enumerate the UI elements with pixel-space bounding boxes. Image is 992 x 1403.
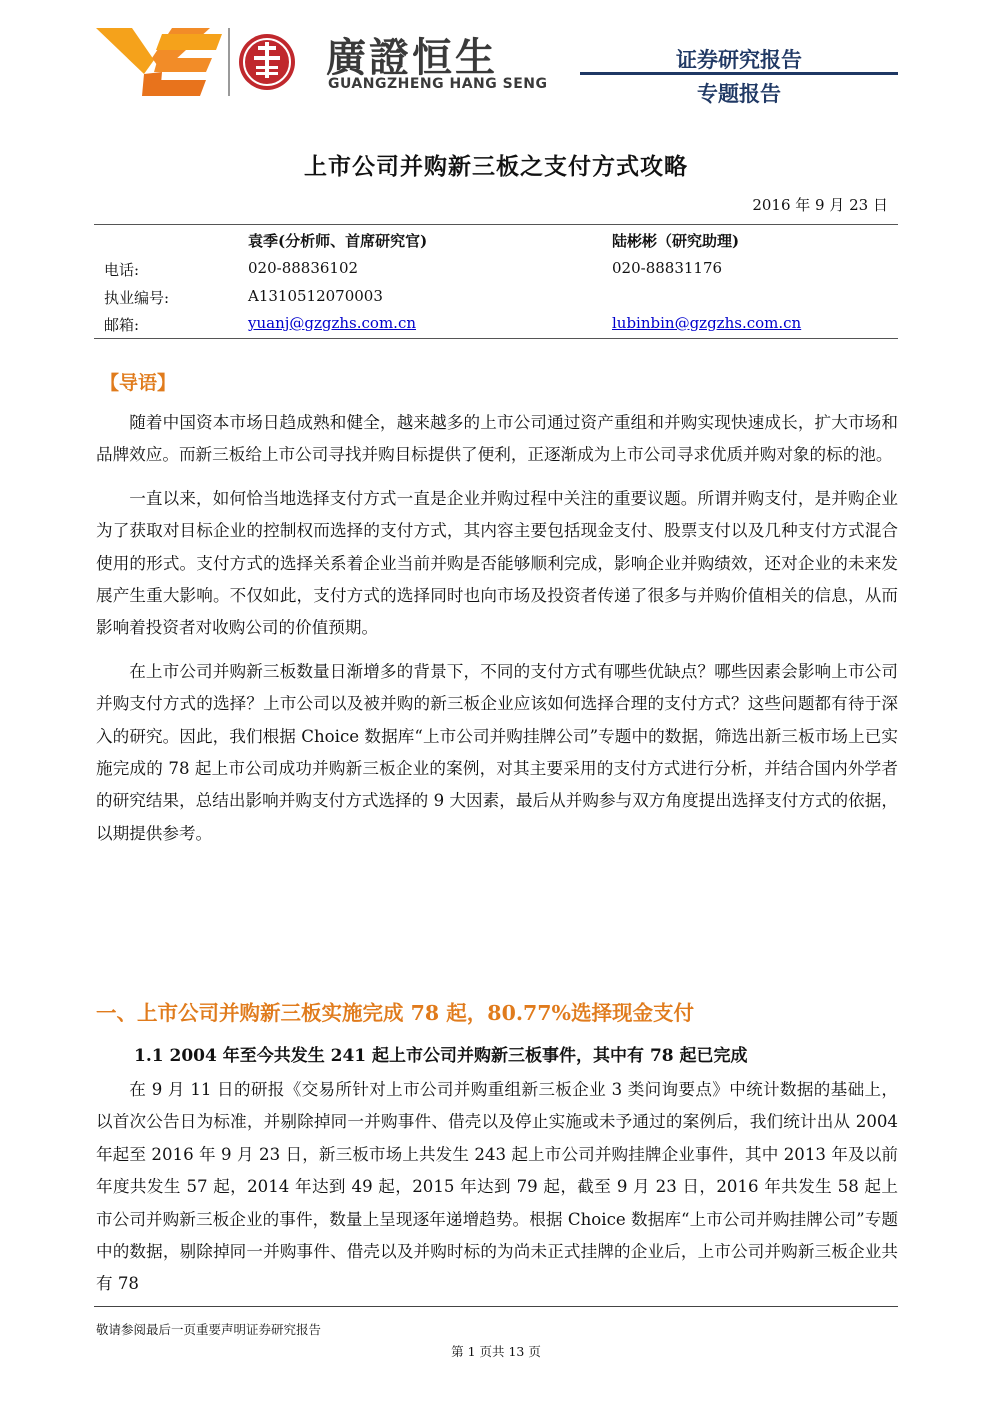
analyst-name: 袁季(分析师、首席研究官) (248, 232, 428, 250)
intro-heading: 【导语】 (100, 372, 177, 394)
report-title: 上市公司并购新三板之支付方式攻略 (304, 153, 688, 180)
assistant-name: 陆彬彬（研究助理) (612, 232, 740, 250)
intro-paragraph-2: 一直以来，如何恰当地选择支付方式一直是企业并购过程中关注的重要议题。所谓并购支付，是并购企业为了获取对目标企业的控制权而选择的支付方式，其内容主要包括现金支付、股票支付以及几种支付方式混合使用的形式。支付方式的选择关系着企业当前并购是否能够顺利完成，影响企业并购绩效，还对企业的未来发展产生重大影响。不仅如此，支付方式的选择同时也向市场及投资者传递了很多与并购价值相关的信息，从而影响着投资者对收购公司的价值预期。 (96, 488, 898, 638)
intro-paragraph-3: 在上市公司并购新三板数量日渐增多的背景下，不同的支付方式有哪些优缺点？哪些因素会影响上市公司并购支付方式的选择？上市公司以及被并购的新三板企业应该如何选择合理的支付方式？这些问题都有待于深入的研究。因此，我们根据 Choice 数据库“上市公司并购挂牌公司”专题中的数据，筛选出新三板市场上已实施完成的 78 起上市公司成功并购新三板企业的案例，对其主要采用的支付方式进行分析，并结合国内外学者的研究结果，总结出影响并购支付方式选择的 9 大因素，最后从并购参与双方角度提出选择支付方式的依据，以期提供参考。 (96, 661, 898, 843)
license-label: 执业编号: (104, 289, 170, 307)
assistant-email-link[interactable]: lubinbin@gzgzhs.com.cn (612, 314, 802, 332)
report-type: 证券研究报告 (676, 48, 802, 72)
analyst-license: A1310512070003 (248, 287, 383, 305)
assistant-phone: 020-88831176 (612, 259, 723, 277)
brand-name-en: GUANGZHENG HANG SENG (328, 76, 548, 92)
page-number: 第 1 页共 13 页 (451, 1344, 541, 1359)
section-1-paragraph-1: 在 9 月 11 日的研报《交易所针对上市公司并购重组新三板企业 3 类问询要点》中统计数据的基础上，以首次公告日为标准，并剔除掉同一并购事件、借壳以及停止实施或未予通过的案例后，我们统计出从 2004 年起至 2016 年 9 月 23 日，新三板市场上共发生 243 起上市公司并购挂牌企业事件，其中 2013 年及以前年度共发生 57 起，2014 年达到 49 起，2015 年达到 79 起，截至 9 月 23 日，2016 年共发生 58 起上市公司并购新三板企业的事件，数量上呈现逐年递增趋势。根据 Choice 数据库“上市公司并购挂牌公司”专题中的数据，剔除掉同一并购事件、借壳以及并购时标的为尚未正式挂牌的企业后，上市公司并购新三板企业共有 78 (96, 1080, 898, 1294)
report-subtype: 专题报告 (697, 82, 781, 106)
section-1-heading: 一、上市公司并购新三板实施完成 78 起，80.77%选择现金支付 (96, 1001, 694, 1025)
analyst-email-link[interactable]: yuanj@gzgzhs.com.cn (248, 314, 417, 332)
email-label: 邮箱: (104, 316, 140, 334)
footer-disclaimer: 敬请参阅最后一页重要声明证券研究报告 (96, 1322, 322, 1337)
analyst-phone: 020-88836102 (248, 259, 359, 277)
section-1-1-heading: 1.1 2004 年至今共发生 241 起上市公司并购新三板事件，其中有 78 起已完成 (134, 1046, 748, 1066)
author-top-rule (94, 224, 898, 225)
footer-rule (94, 1306, 898, 1307)
author-bottom-rule (94, 338, 898, 339)
phone-label: 电话: (104, 261, 140, 279)
brand-name-cn: 廣證恒生 (326, 35, 498, 81)
header-divider (580, 72, 898, 75)
intro-body (96, 407, 898, 850)
intro-paragraph-1: 随着中国资本市场日趋成熟和健全，越来越多的上市公司通过资产重组和并购实现快速成长，扩大市场和品牌效应。而新三板给上市公司寻找并购目标提供了便利，正逐渐成为上市公司寻求优质并购对象的标的池。 (96, 413, 898, 465)
report-date: 2016 年 9 月 23 日 (752, 196, 888, 214)
section-1-body (96, 1074, 898, 1301)
